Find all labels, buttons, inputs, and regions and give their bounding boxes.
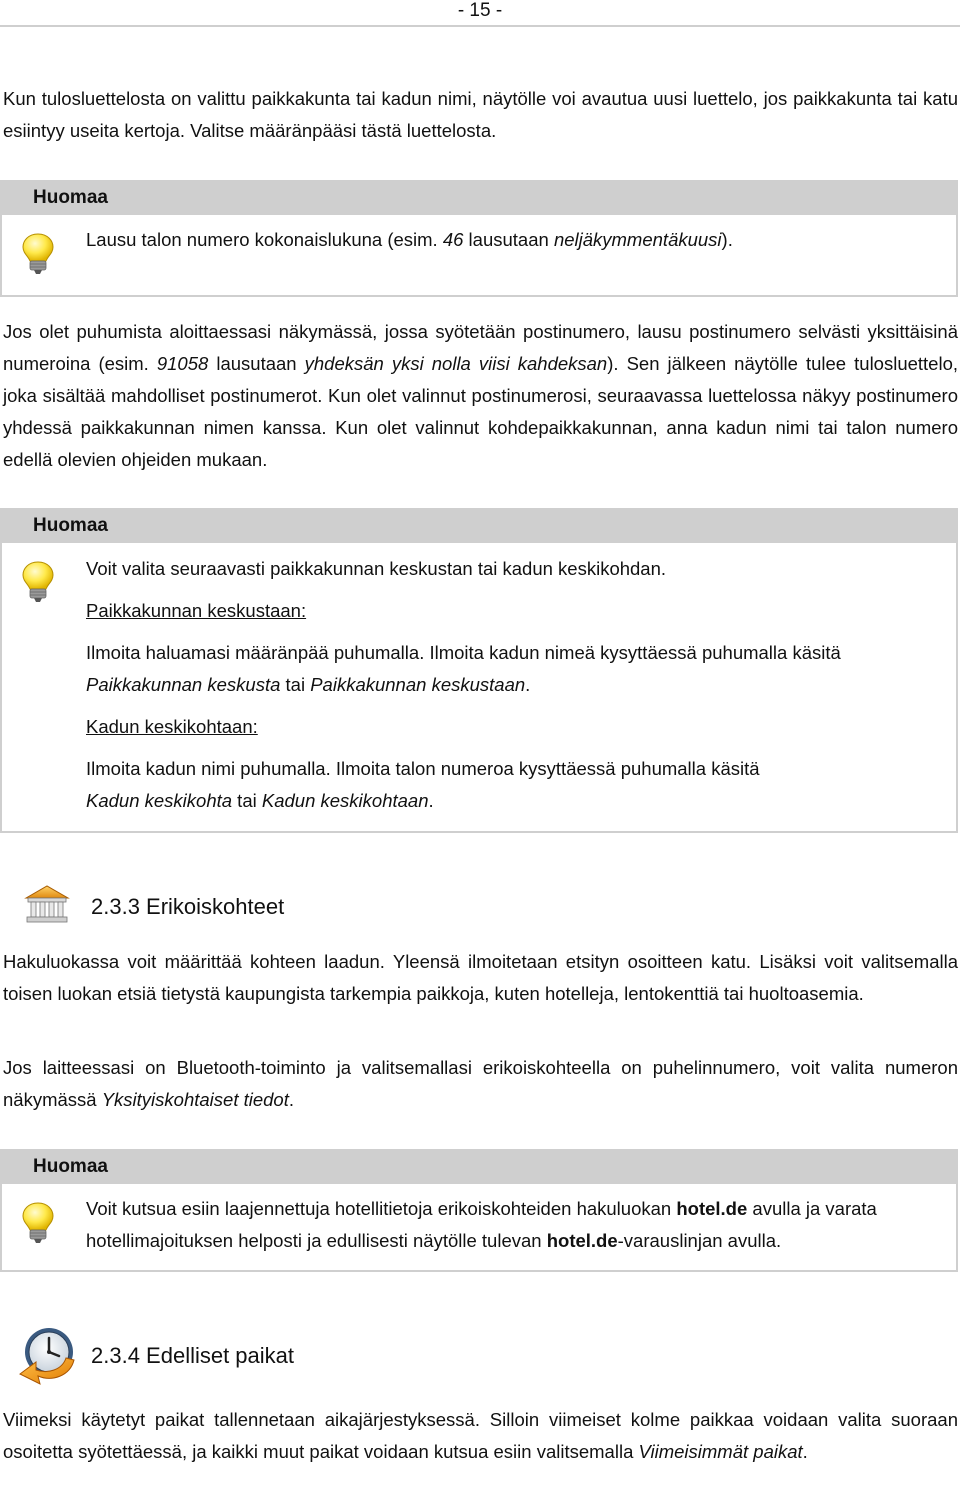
landmark-building-icon <box>24 884 70 924</box>
note-text: Voit kutsua esiin laajennettuja hotellitietoja erikoiskohteiden hakuluokan hotel.de avulla ja varata hotellimajoituksen helposti ja edullisesti näytölle tulevan hotel.de-varauslinjan avulla. <box>86 1198 877 1251</box>
note-title: Huomaa <box>2 182 956 215</box>
note-title: Huomaa <box>2 510 956 543</box>
note-box-2 <box>0 508 958 833</box>
paragraph-postcode: Jos olet puhumista aloittaessasi näkymässä, jossa syötetään postinumero, lausu postinumero selvästi yksittäisinä numeroina (esim. 91058 lausutaan yhdeksän yksi nolla viisi kahdeksan). Sen jälkeen näytölle tulee tulosluettelo, joka sisältää mahdolliset postinumerot. Kun olet valinnut postinumerosi, seuraavassa luettelossa näkyy postinumero yhdessä paikkakunnan nimen kanssa. Kun olet valinnut kohdepaikkakunnan, anna kadun nimi tai talon numero edellä olevien ohjeiden mukaan. <box>3 321 959 470</box>
clock-back-arrow-icon <box>16 1324 80 1388</box>
page-number: - 15 - <box>457 0 503 21</box>
lightbulb-icon <box>20 232 56 276</box>
header-divider <box>0 25 960 27</box>
section-heading-recent: 2.3.4 Edelliset paikat <box>91 1343 295 1368</box>
paragraph-bluetooth: Jos laitteessasi on Bluetooth-toiminto ja valitsemallasi erikoiskohteella on puhelinnumero, voit valita numeron näkymässä Yksityiskohtaiset tiedot. <box>3 1057 958 1110</box>
note-text: Lausu talon numero kokonaislukuna (esim. 46 lausutaan neljäkymmentäkuusi). <box>86 229 733 250</box>
city-center-instructions: Ilmoita haluamasi määränpää puhumalla. Ilmoita kadun nimeä kysyttäessä puhumalla käsitä Paikkakunnan keskusta tai Paikkakunnan keskustaan. <box>86 642 841 695</box>
lightbulb-icon <box>20 1201 56 1245</box>
note-box-3 <box>0 1149 958 1272</box>
paragraph-poi-intro: Hakuluokassa voit määrittää kohteen laadun. Yleensä ilmoitetaan etsityn osoitteen katu. Lisäksi voit valitsemalla toisen luokan etsiä tietystä kaupungista tarkempia paikkoja, kuten hotelleja, lentokenttiä tai huoltoasemia. <box>3 951 958 1004</box>
note-box-1 <box>0 180 958 297</box>
subheading-city-center: Paikkakunnan keskustaan: <box>86 600 307 621</box>
paragraph-list-info <box>3 83 958 147</box>
subheading-street-center: Kadun keskikohtaan: <box>86 716 258 737</box>
section-heading-poi: 2.3.3 Erikoiskohteet <box>91 894 285 919</box>
paragraph-recent-places: Viimeksi käytetyt paikat tallennetaan aikajärjestyksessä. Silloin viimeiset kolme paikkaa voidaan valita suoraan osoitetta syötettäessä, ja kaikki muut paikat voidaan kutsua esiin valitsemalla Viimeisimmät paikat. <box>3 1409 958 1462</box>
street-center-instructions: Ilmoita kadun nimi puhumalla. Ilmoita talon numeroa kysyttäessä puhumalla käsitä Kadun keskikohta tai Kadun keskikohtaan. <box>86 758 760 811</box>
lightbulb-icon <box>20 560 56 604</box>
note-text: Voit valita seuraavasti paikkakunnan keskustan tai kadun keskikohdan. Paikkakunnan keskustaan: Ilmoita haluamasi määränpää puhumalla. Ilmoita kadun nimeä kysyttäessä puhumalla käsitä Paikkakunnan keskusta tai Paikkakunnan keskustaan. Kadun keskikohtaan: Ilmoita kadun nimi puhumalla. Ilmoita talon numeroa kysyttäessä puhumalla käsitä Kadun keskikohta tai Kadun keskikohtaan. <box>86 553 946 817</box>
note-title: Huomaa <box>2 1151 956 1184</box>
text: Kun tulosluettelosta on valittu paikkakunta tai kadun nimi, näytölle voi avautua uusi luettelo, jos paikkakunta tai katu esiintyy useita kertoja. Valitse määränpääsi tästä luettelosta. <box>3 88 958 141</box>
